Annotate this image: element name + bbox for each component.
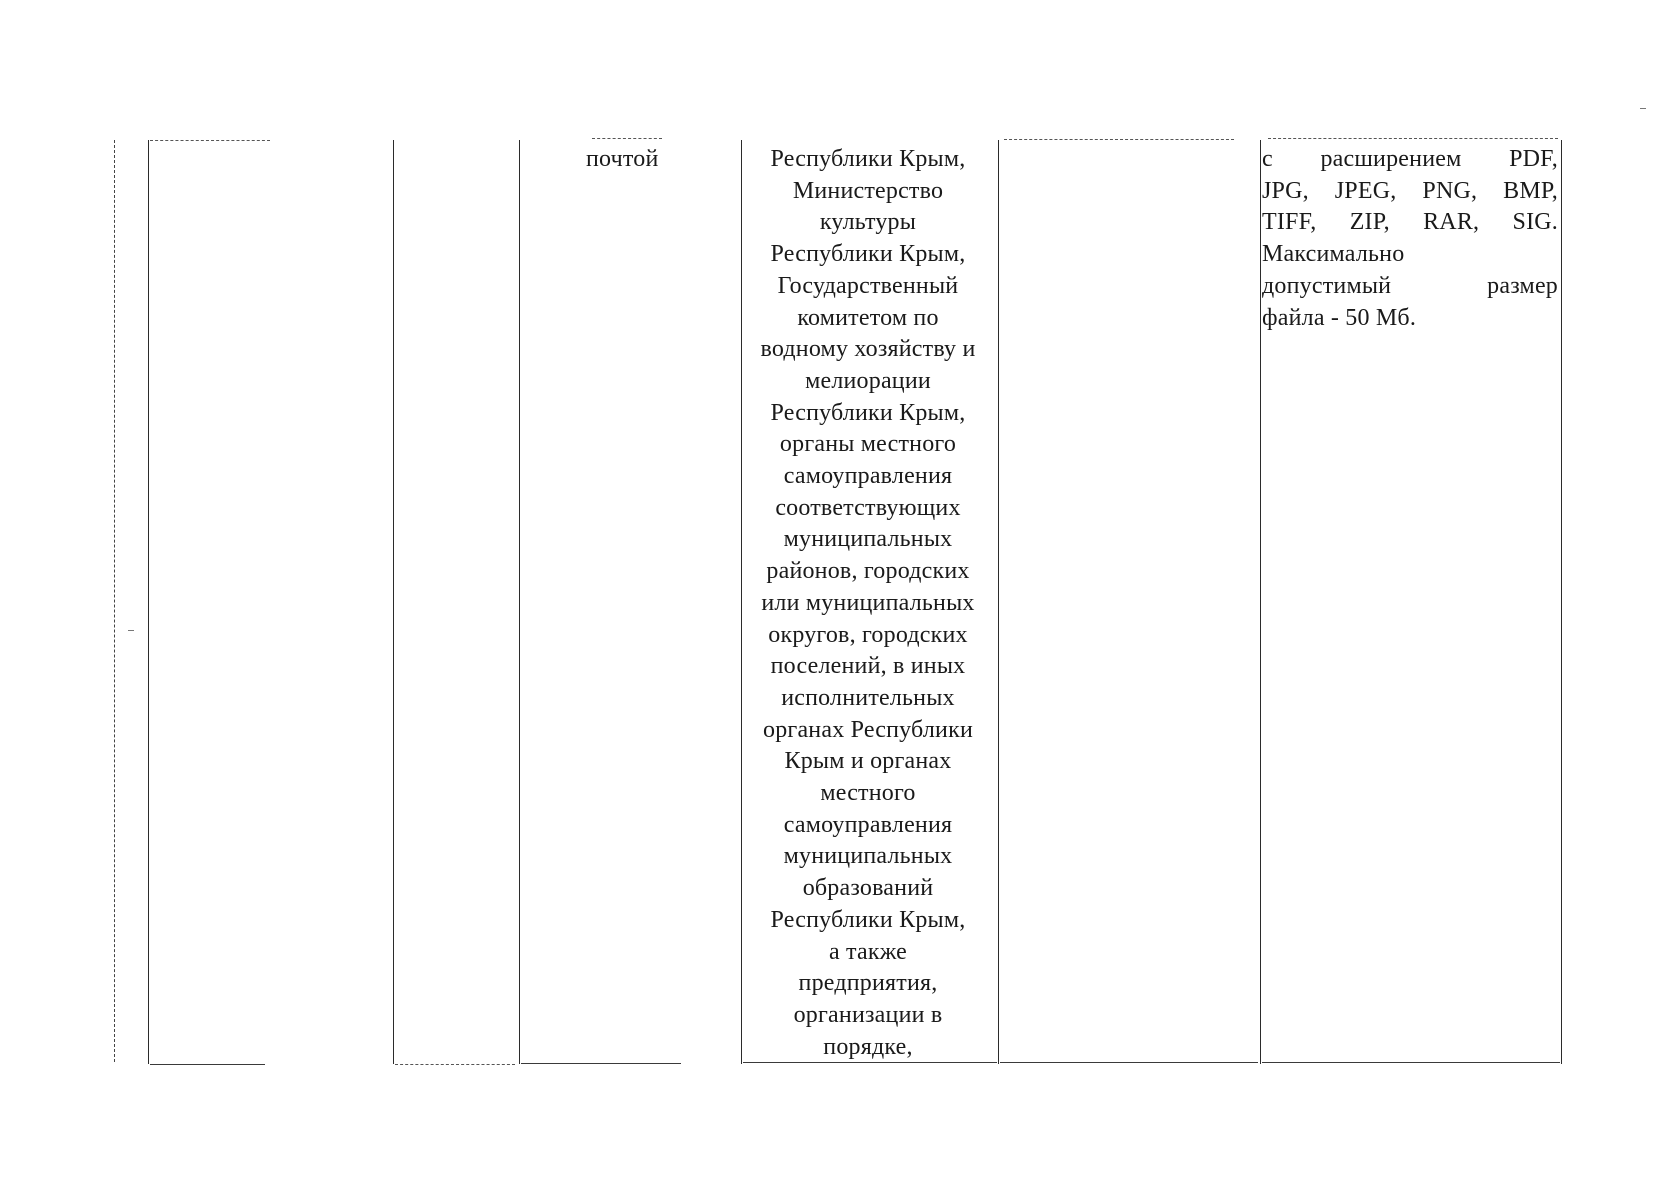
table-bottom-border <box>395 1064 515 1065</box>
table-bottom-border <box>1000 1062 1258 1063</box>
delivery-method-text: почтой <box>586 146 659 172</box>
organizations-line: муниципальных <box>783 526 953 553</box>
table-bottom-border <box>1262 1062 1560 1063</box>
organizations-line: районов, городских <box>766 558 970 585</box>
file-format-line: с расширением PDF, <box>1262 146 1558 172</box>
organizations-line: поселений, в иных <box>770 653 966 680</box>
table-column-divider-4 <box>998 140 999 1064</box>
organizations-line: Крым и органах <box>784 748 952 775</box>
file-format-line: допустимый размер <box>1262 272 1558 299</box>
table-column-divider-5 <box>1260 140 1261 1064</box>
organizations-line: Республики Крым, <box>770 906 966 933</box>
organizations-line: органы местного <box>779 431 957 458</box>
scan-speck <box>128 630 134 631</box>
organizations-line: соответствующих <box>775 494 961 521</box>
organizations-line: образований <box>802 875 934 902</box>
organizations-line: водному хозяйству и <box>760 336 976 363</box>
file-format-line: TIFF, ZIP, RAR, SIG. <box>1262 209 1558 236</box>
file-format-line: Максимально <box>1262 241 1405 268</box>
file-format-line: файла - 50 Мб. <box>1262 304 1417 331</box>
table-top-border-fragment <box>1268 138 1558 139</box>
file-format-line: JPG, JPEG, PNG, BMP, <box>1262 177 1558 204</box>
organizations-line: Республики Крым, <box>770 399 966 426</box>
organizations-line: Министерство <box>792 177 944 204</box>
organizations-line: самоуправления <box>783 463 953 490</box>
organizations-line: а также <box>828 938 908 965</box>
organizations-line: Республики Крым, <box>770 241 966 268</box>
table-top-border-fragment <box>150 140 270 141</box>
organizations-line: предприятия, <box>798 970 938 997</box>
table-bottom-border <box>150 1064 265 1065</box>
organizations-line: организации в <box>793 1001 943 1028</box>
organizations-line: Республики Крым, <box>770 146 966 172</box>
organizations-line: округов, городских <box>768 621 968 648</box>
table-border-left <box>148 140 149 1064</box>
table-border-right <box>1561 140 1562 1064</box>
organizations-line: культуры <box>819 209 917 236</box>
organizations-line: Государственный <box>777 272 959 299</box>
organizations-cell <box>742 144 994 1063</box>
organizations-line: местного <box>820 780 916 807</box>
delivery-method-cell <box>586 144 678 176</box>
organizations-line: органах Республики <box>763 716 973 743</box>
organizations-line: самоуправления <box>783 811 953 838</box>
scan-speck <box>1640 108 1646 109</box>
organizations-line: исполнительных <box>781 684 955 711</box>
organizations-line: комитетом по <box>797 304 939 331</box>
left-margin-line <box>114 140 115 1062</box>
file-format-cell <box>1262 144 1558 334</box>
organizations-line: мелиорации <box>805 367 931 394</box>
table-top-border-fragment <box>592 138 662 139</box>
table-column-divider-1 <box>393 140 394 1064</box>
table-column-divider-2 <box>519 140 520 1064</box>
organizations-line: муниципальных <box>783 843 953 870</box>
table-bottom-border <box>521 1063 681 1064</box>
organizations-line: или муниципальных <box>761 589 975 616</box>
table-top-border-fragment <box>1004 139 1234 140</box>
organizations-line: порядке, <box>823 1033 913 1060</box>
